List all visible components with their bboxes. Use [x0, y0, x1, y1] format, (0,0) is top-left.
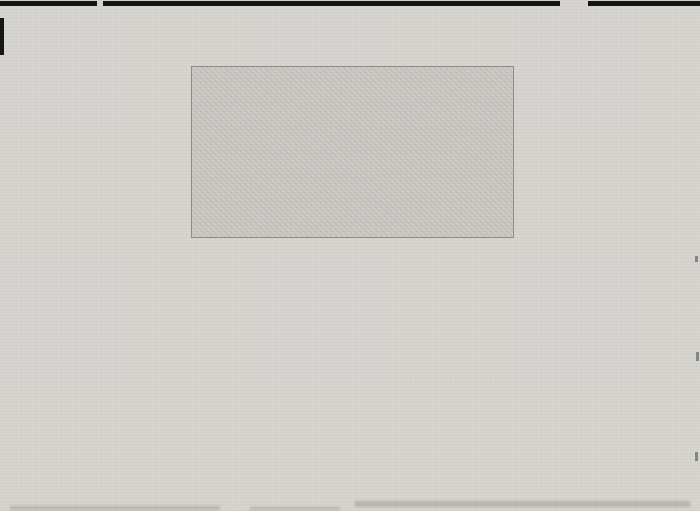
- scan-smudge: [250, 507, 340, 510]
- scan-speck: [696, 352, 699, 361]
- column-right-top: [523, 62, 698, 244]
- group-photo-illustration: [192, 67, 513, 237]
- top-rule-segment-middle: [103, 1, 560, 6]
- scan-smudge: [355, 501, 690, 507]
- column-left-top: [8, 62, 192, 243]
- top-rule-segment-right: [588, 1, 700, 6]
- scan-speck: [695, 256, 698, 262]
- scan-speck: [695, 452, 698, 461]
- column-right-bottom: [352, 241, 698, 509]
- column-left-bottom: [8, 241, 348, 509]
- congress-group-photo: [192, 67, 513, 237]
- left-edge-print-artifact: [0, 18, 4, 55]
- top-rule-segment-left: [0, 1, 97, 6]
- scan-smudge: [10, 506, 220, 510]
